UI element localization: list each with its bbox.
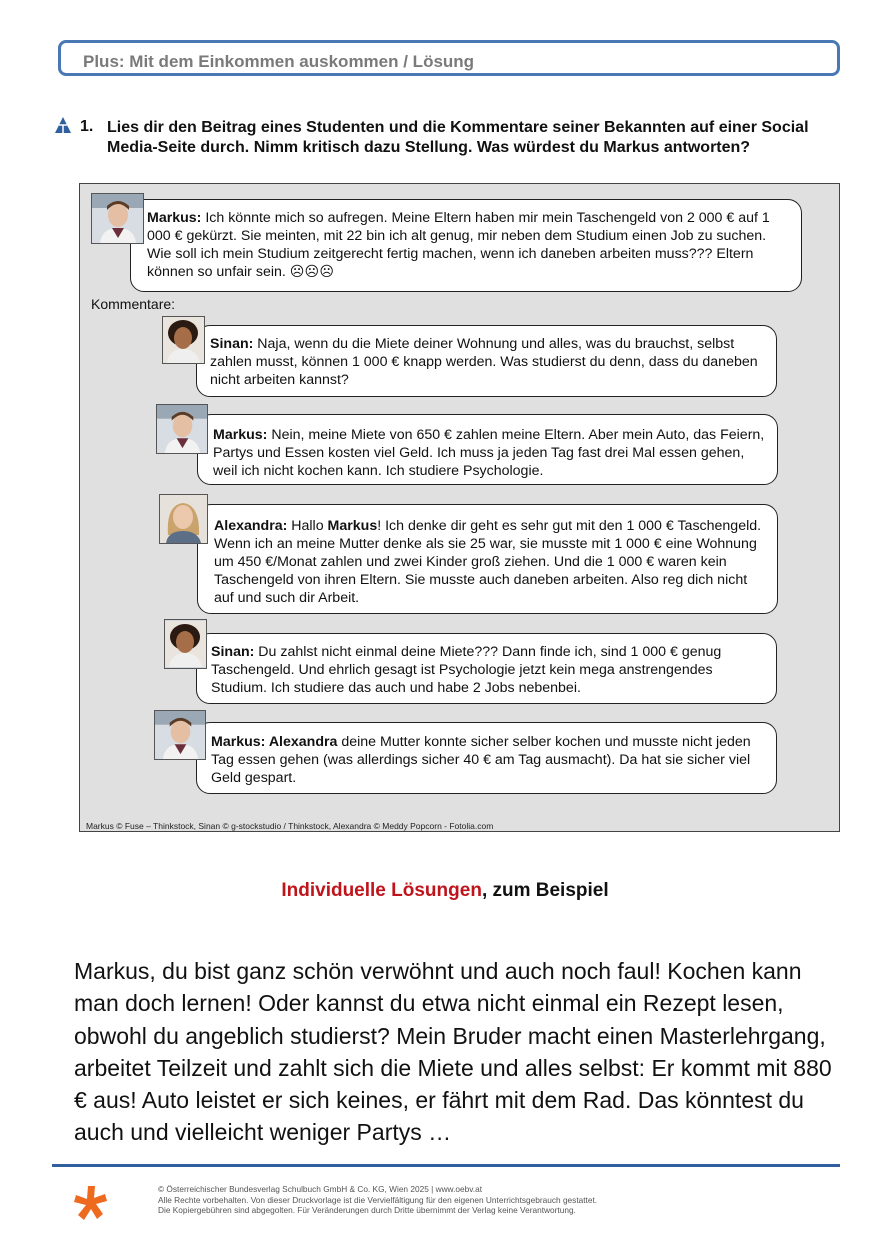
footer-line-2: Alle Rechte vorbehalten. Von dieser Druckvorlage ist die Vervielfältigung für den eigenen Unterrichtsgebrauch gestattet.: [158, 1194, 598, 1205]
sample-answer: Markus, du bist ganz schön verwöhnt und auch noch faul! Kochen kann man doch lernen! Oder kannst du etwa nicht einmal ein Rezept lesen, obwohl du angeblich studierst? Mein Bruder macht einen Masterlehrgang, arbeitet Teilzeit und zahlt sich die Miete und alles selbst: Er kommt mit 880 € aus! Auto leistet er sich keines, er fährt mit dem Rad. Das könntest du auch und vielleicht weniger Partys …: [74, 958, 832, 1146]
avatar-markus: [154, 710, 206, 760]
task-instruction: Lies dir den Beitrag eines Studenten und die Kommentare seiner Bekannten auf einer Social Media-Seite durch. Nimm kritisch dazu Stellung. Was würdest du Markus antworten?: [107, 119, 809, 156]
footer-line-3: Die Kopiergebühren sind abgegolten. Für Veränderungen durch Dritte übernimmt der Verlag keine Verantwortung.: [158, 1205, 576, 1215]
header-title-box: [58, 40, 840, 76]
difficulty-triangle-icon: [54, 116, 72, 134]
social-media-panel: [79, 183, 840, 832]
comment-mention: Markus: [327, 518, 378, 534]
comment-author: Markus:: [213, 427, 268, 443]
comment-author: Alexandra:: [214, 518, 288, 534]
page-title: Plus: Mit dem Einkommen auskommen / Lösung: [83, 52, 475, 71]
footer-line-1: © Österreichischer Bundesverlag Schulbuch GmbH & Co. KG, Wien 2025 | www.oebv.at: [158, 1184, 482, 1194]
post-author: Markus:: [147, 210, 202, 226]
post-text: Ich könnte mich so aufregen. Meine Eltern haben mir mein Taschengeld von 2 000 € auf 1 000 € gekürzt. Sie meinten, mit 22 bin ich alt genug, mir neben dem Studium einen Job zu suchen. Wie soll ich mein Studium zeitgerecht fertig machen, wenn ich daneben arbeiten muss??? Eltern können so unfair sein. ☹☹☹: [147, 210, 770, 280]
avatar-markus: [91, 193, 144, 244]
comment-author: Markus: Alexandra: [211, 734, 338, 750]
comment-author: Sinan:: [210, 336, 254, 352]
image-credit: Markus © Fuse – Thinkstock, Sinan © g-stockstudio / Thinkstock, Alexandra © Meddy Popcorn - Fotolia.com: [86, 821, 494, 831]
avatar-markus: [156, 404, 208, 454]
comment-bubble: [196, 325, 777, 397]
comment-bubble: [196, 633, 777, 704]
avatar-sinan: [162, 316, 205, 364]
comment-author: Sinan:: [211, 644, 255, 660]
comment-text: Hallo: [287, 518, 328, 534]
solution-heading: [0, 880, 890, 902]
footer-divider: [52, 1164, 840, 1167]
avatar-alexandra: [159, 494, 208, 544]
solution-heading-red: Individuelle Lösungen: [281, 880, 482, 901]
task-number: 1.: [80, 118, 94, 135]
comment-bubble: [196, 722, 777, 794]
comment-text: Du zahlst nicht einmal deine Miete??? Dann finde ich, sind 1 000 € genug Taschengeld. Und ehrlich gesagt ist Psychologie jetzt kein mega anstrengendes Studium. Ich studiere das auch und habe 2 Jobs nebenbei.: [211, 644, 722, 696]
solution-heading-rest: , zum Beispiel: [481, 880, 609, 901]
comment-text: deine Mutter konnte sicher selber kochen und musste nicht jeden Tag essen gehen (was allerdings sicher 40 € am Tag ausmacht). Da hat sie sicher viel Geld gespart.: [211, 734, 751, 786]
post-bubble: [130, 199, 802, 292]
avatar-sinan: [164, 619, 207, 669]
publisher-logo-icon: [72, 1184, 110, 1222]
comment-text: ! Ich denke dir geht es sehr gut mit den 1 000 € Taschengeld. Wenn ich an meine Mutter denke als sie 25 war, sie musste mit 1 000 € eine Wohnung um 450 €/Monat zahlen und zwei Kinder groß ziehen. Und die 1 000 € waren kein Taschengeld von ihren Eltern. Sie musste auch daneben arbeiten. Also reg dich nicht auf und such dir Arbeit.: [214, 518, 762, 606]
comment-bubble: [197, 414, 778, 485]
footer-legal: [158, 1184, 597, 1216]
comment-bubble: [197, 504, 778, 614]
comment-text: Naja, wenn du die Miete deiner Wohnung und alles, was du brauchst, selbst zahlen musst, können 1 000 € knapp werden. Was studierst du denn, dass du daneben nicht arbeiten kannst?: [210, 336, 758, 388]
comments-label: Kommentare:: [91, 296, 176, 312]
comment-text: Nein, meine Miete von 650 € zahlen meine Eltern. Aber mein Auto, das Feiern, Partys und Essen kosten viel Geld. Ich muss ja jeden Tag fast drei Mal essen gehen, weil ich nicht kochen kann. Ich studiere Psychologie.: [213, 427, 765, 479]
